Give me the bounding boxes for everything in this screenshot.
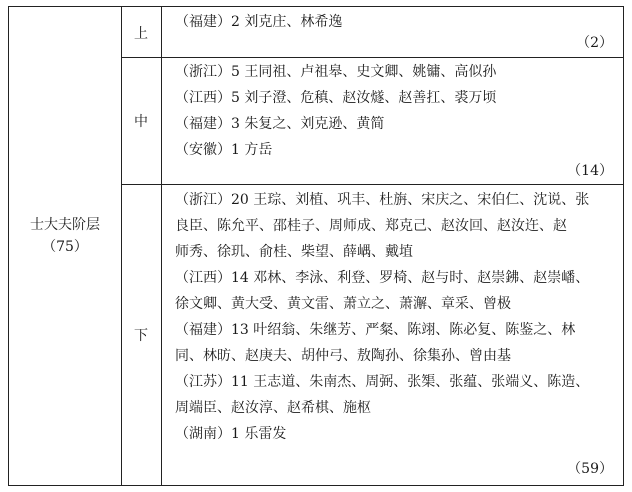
row-divider-1 (121, 57, 623, 58)
list-item: （福建）2 刘克庄、林希逸 (175, 14, 343, 30)
tier-upper-rows (175, 9, 611, 35)
list-item: 周端臣、赵汝淳、赵希棋、施枢 (175, 400, 371, 416)
data-table (8, 6, 624, 486)
list-item: （安徽）1 方岳 (175, 142, 273, 158)
list-item: 良臣、陈允平、邵桂子、周师成、郑克己、赵汝回、赵汝迕、赵 (175, 218, 567, 234)
tier-middle-subtotal: （14） (567, 163, 613, 179)
list-item: （浙江）5 王同祖、卢祖皋、史文卿、姚镛、高似孙 (175, 64, 497, 80)
row-divider-2 (121, 184, 623, 185)
tier-upper-label: 上 (134, 26, 148, 42)
tier-middle-label: 中 (134, 114, 148, 130)
list-item: （江西）5 刘子澄、危稹、赵汝燧、赵善扛、裘万顷 (175, 90, 497, 106)
list-item: 徐文卿、黄大受、黄文雷、萧立之、萧澥、章采、曾极 (175, 296, 511, 312)
list-item: 同、林昉、赵庚夫、胡仲弓、敖陶孙、徐集孙、曾由基 (175, 348, 511, 364)
tier-middle-rows (175, 59, 611, 163)
category-label: 士大夫阶层 (30, 217, 100, 233)
tier-upper-subtotal: （2） (576, 35, 613, 51)
column-divider-1 (121, 7, 122, 485)
list-item: （福建）3 朱复之、刘克逊、黄简 (175, 116, 385, 132)
list-item: （湖南）1 乐雷发 (175, 426, 287, 442)
tier-lower-label: 下 (134, 328, 148, 344)
tier-lower-subtotal: （59） (567, 461, 613, 477)
category-total: （75） (42, 239, 88, 255)
list-item: （浙江）20 王琮、刘植、巩丰、杜旃、宋庆之、宋伯仁、沈说、张 (175, 192, 590, 208)
category-cell (9, 214, 121, 258)
list-item: （福建）13 叶绍翁、朱继芳、严粲、陈翊、陈必复、陈鉴之、林 (175, 322, 576, 338)
list-item: 师秀、徐玑、俞桂、柴望、薛嵎、戴埴 (175, 244, 413, 260)
column-divider-2 (161, 7, 162, 485)
list-item: （江西）14 邓林、李泳、利登、罗椅、赵与时、赵崇鉘、赵崇嶓、 (175, 270, 590, 286)
list-item: （江苏）11 王志道、朱南杰、周弼、张榘、张蕴、张端义、陈造、 (175, 374, 590, 390)
tier-lower-rows (175, 187, 611, 447)
